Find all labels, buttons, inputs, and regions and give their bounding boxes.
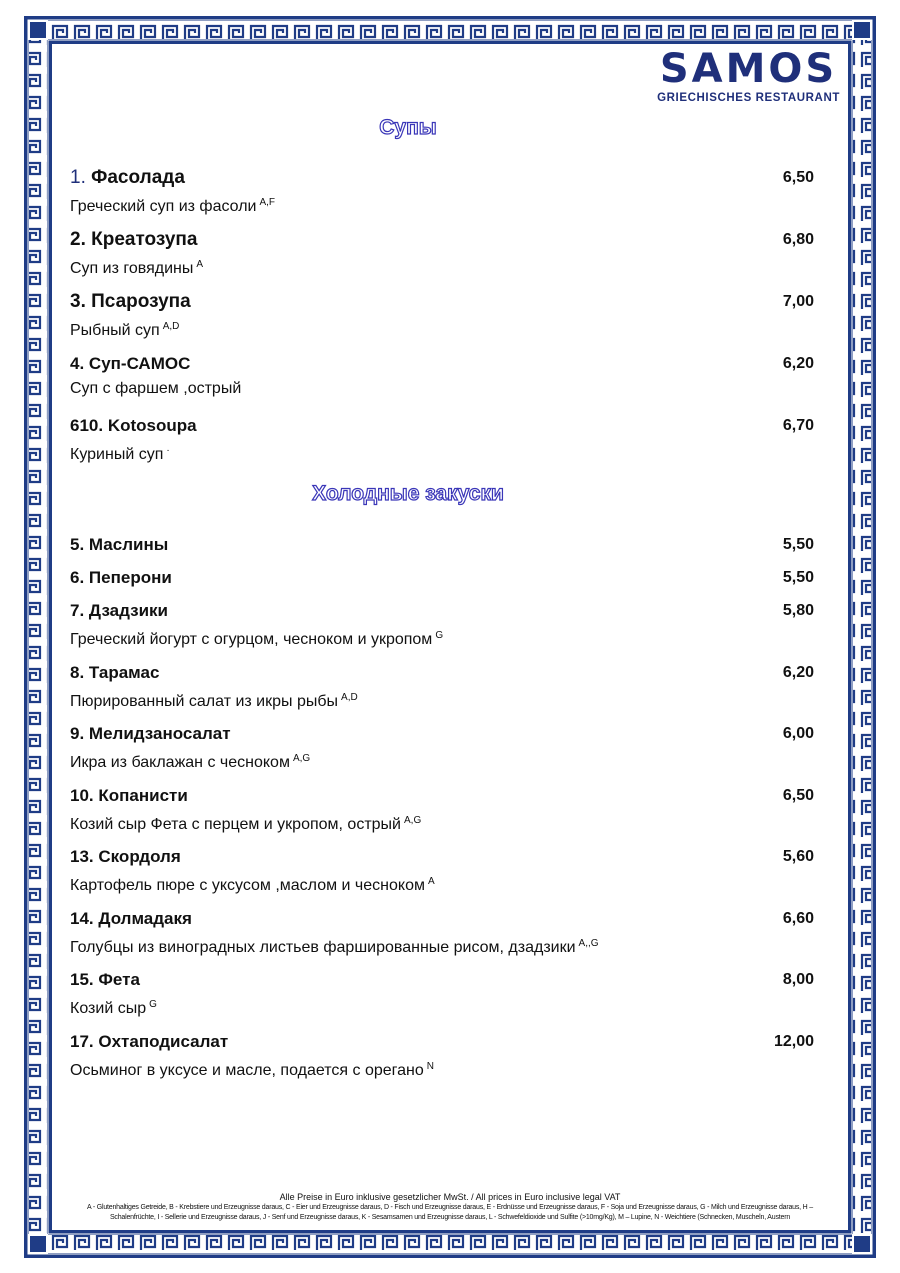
allergen-codes: A,D (341, 692, 358, 703)
menu-item (70, 353, 814, 399)
item-title: Фета (98, 970, 140, 989)
item-description: Козий сыр Фета с перцем и укропом, острый $^{A,G}$ (70, 815, 422, 833)
item-price: 6,70 (782, 417, 814, 434)
menu-item (70, 291, 814, 341)
item-number: 9. (70, 724, 85, 743)
allergen-codes: A,G (404, 815, 422, 826)
item-name (70, 416, 197, 435)
item-name (70, 663, 159, 682)
menu-item (70, 785, 814, 835)
allergen-codes: G (435, 630, 444, 641)
item-description: Греческий суп из фасоли $^{A,F}$ (70, 197, 276, 215)
logo-subtitle: GRIECHISCHES RESTAURANT (657, 92, 840, 104)
allergen-codes: A,D (162, 321, 180, 332)
logo-title: SAMOS (659, 46, 838, 92)
allergen-legend-line: A - Glutenhaltiges Getreide, B - Krebstiere und Erzeugnisse daraus, C - Eier und Erzeugnisse daraus, D - Fisch und Erzeugnisse daraus, E - Erdnüsse und Erzeugnisse daraus, F - Soja und Erzeugnisse daraus, G - Milch und Erzeugnisse daraus, H – (87, 1204, 813, 1211)
item-price: 6,80 (782, 231, 814, 248)
item-description: Пюрированный салат из икры рыбы $^{A,D}$ (70, 692, 358, 710)
item-name (70, 167, 185, 188)
restaurant-logo (657, 48, 840, 104)
item-title: Псарозупа (91, 291, 191, 312)
item-title: Суп-САМОС (88, 354, 191, 373)
allergen-codes: A,F (259, 197, 276, 208)
item-number: 17. (70, 1032, 94, 1051)
footer-notes (60, 1192, 840, 1223)
item-price: 6,00 (782, 725, 814, 742)
menu-item (70, 1031, 814, 1081)
item-description: Рыбный суп $^{A,D}$ (70, 321, 180, 339)
item-price: 5,60 (782, 848, 814, 865)
item-number: 14. (70, 909, 94, 928)
allergen-codes: A (196, 259, 204, 270)
item-name (70, 291, 191, 312)
item-number: 5. (70, 535, 85, 554)
menu-item (70, 415, 814, 465)
menu-item (70, 229, 814, 279)
item-title: Скордоля (98, 847, 181, 866)
item-price: 5,80 (782, 602, 814, 619)
item-number: 6. (70, 568, 85, 587)
item-price: 8,00 (782, 971, 814, 988)
menu-item (70, 567, 814, 589)
item-price: 5,50 (782, 569, 814, 586)
menu-item (70, 723, 814, 773)
vat-note: Alle Preise in Euro inklusive gesetzlicher MwSt. / All prices in Euro inclusive legal VAT (279, 1192, 621, 1202)
item-title: Маслины (88, 535, 169, 554)
item-number: 7. (70, 601, 85, 620)
item-title: Фасолада (91, 167, 185, 188)
item-name (70, 847, 181, 866)
item-price: 5,50 (782, 536, 814, 553)
item-name (70, 568, 172, 587)
item-name (70, 970, 140, 989)
menu-item (70, 167, 814, 217)
menu-item (70, 662, 814, 712)
item-title: Дзадзики (88, 601, 168, 620)
item-number: 8. (70, 663, 85, 682)
allergen-codes: G (149, 999, 157, 1010)
item-name (70, 601, 168, 620)
section-title-cold-starters: Холодные закуски (312, 482, 504, 505)
allergen-codes: A,G (292, 753, 311, 764)
item-title: Долмадакя (98, 909, 192, 928)
item-name (70, 229, 197, 250)
item-title: Креатозупа (91, 229, 198, 250)
allergen-codes: A,,G (578, 938, 599, 949)
item-price: 12,00 (773, 1033, 814, 1050)
item-number: 1. (70, 167, 86, 188)
item-description: Греческий йогурт с огурцом, чесноком и укропом $^G$ (70, 630, 444, 648)
item-name (70, 909, 192, 928)
item-description: Суп с фаршем ,острый (70, 380, 242, 397)
item-number: 2. (70, 229, 86, 250)
item-price: 6,50 (782, 169, 814, 186)
item-title: Охтаподисалат (98, 1032, 229, 1051)
allergen-codes: N (426, 1061, 434, 1072)
menu-item (70, 846, 814, 896)
item-name (70, 786, 188, 805)
allergen-codes: · (166, 445, 170, 456)
item-title: Мелидзаносалат (88, 724, 231, 743)
item-number: 3. (70, 291, 86, 312)
menu-item (70, 534, 814, 556)
item-name (70, 1032, 228, 1051)
item-number: 4. (70, 354, 85, 373)
item-number: 15. (70, 970, 94, 989)
item-description: Икра из баклажан с чесноком $^{A,G}$ (70, 753, 311, 771)
allergen-codes: A (427, 876, 435, 887)
item-title: Пеперони (88, 568, 172, 587)
item-price: 6,50 (782, 787, 814, 804)
item-title: Kotosoupa (107, 416, 197, 435)
item-description: Голубцы из виноградных листьев фаршированные рисом, дзадзики $^{A,,G}$ (70, 938, 599, 956)
item-price: 6,20 (782, 355, 814, 372)
item-description: Картофель пюре с уксусом ,маслом и чесноком $^A$ (70, 876, 435, 894)
item-title: Копанисти (98, 786, 188, 805)
allergen-legend-line: Schalenfrüchte, I - Sellerie und Erzeugnisse daraus, J - Senf und Erzeugnisse daraus, K - Sesamsamen und Erzeugnisse daraus, L - Schwefeldioxide und Sulfite (>10mg/Kg), M – Lupine, N - Weichtiere (Schnecken, Muscheln, Austern (109, 1214, 791, 1221)
item-description: Осьминог в уксусе и масле, подается с орегано $^N$ (70, 1061, 434, 1079)
item-description: Куриный суп · (70, 445, 170, 463)
item-price: 7,00 (782, 293, 814, 310)
item-description: Козий сыр $^G$ (70, 999, 157, 1017)
menu-item (70, 600, 814, 650)
menu-item (70, 908, 814, 958)
item-name (70, 354, 190, 373)
item-number: 610. (70, 416, 104, 435)
section-title-soups: Супы (379, 116, 437, 139)
item-title: Тарамас (88, 663, 160, 682)
item-number: 10. (70, 786, 94, 805)
menu-item (70, 969, 814, 1019)
item-name (70, 724, 231, 743)
item-price: 6,20 (782, 664, 814, 681)
item-number: 13. (70, 847, 94, 866)
item-description: Суп из говядины $^A$ (70, 259, 204, 277)
item-name (70, 535, 168, 554)
item-price: 6,60 (782, 910, 814, 927)
